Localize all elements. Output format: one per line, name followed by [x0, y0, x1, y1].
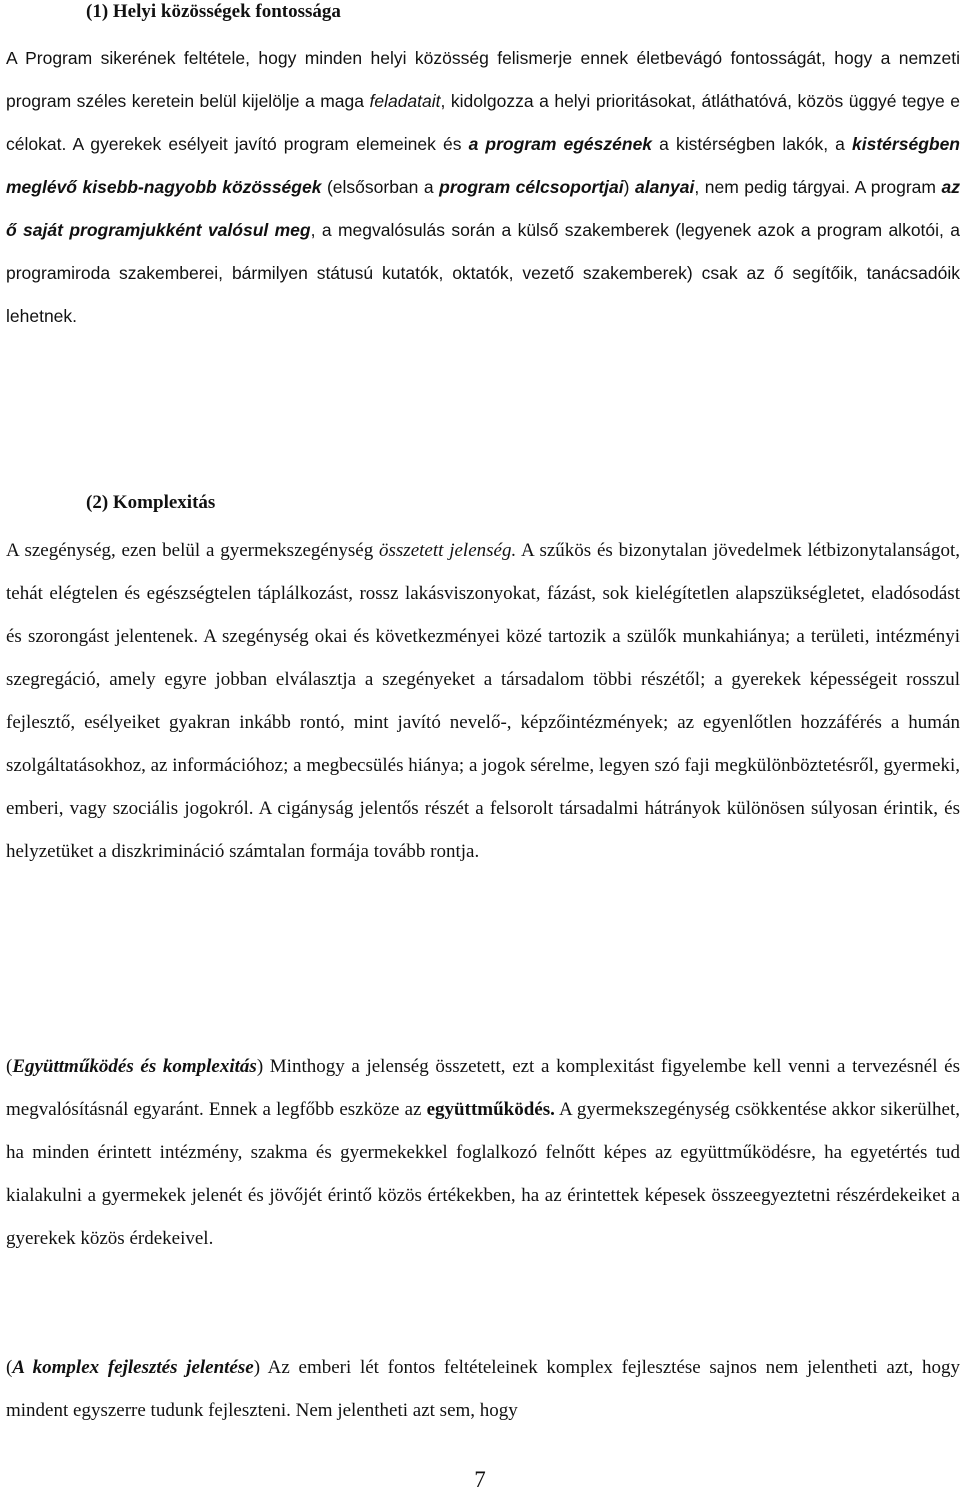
text-run: ): [623, 177, 635, 197]
text-run-italic: feladatait: [369, 91, 441, 111]
text-run-bold-italic: alanyai: [635, 177, 695, 197]
section-heading-complexity: (2) Komplexitás: [86, 492, 216, 513]
paragraph-cooperation: [6, 1045, 960, 1260]
text-run: , nem pedig tárgyai. A program: [694, 177, 942, 197]
text-run: A gyerekek esélyeit javító program elemeinek és: [66, 134, 469, 154]
text-run: (elsősorban a: [321, 177, 440, 197]
paragraph-complex-development: [6, 1346, 960, 1432]
text-run-bold-italic: az ő saját programjukként valósul meg: [6, 177, 960, 240]
text-run: a kistérségben lakók, a: [652, 134, 853, 154]
text-run-bold-italic: a program egészének: [468, 134, 653, 154]
text-run: A gyermekszegénység csökkentése akkor sikerülhet, ha minden érintett intézmény, szakma és gyermekekkel foglalkozó felnőtt képes az együttműködésre, ha egyetértés tud kialakulni a gyermekek jelenét és jövőjét érintő közös értékekben, ha az érintettek képesek összeegyeztetni részérdekeiket a gyerekek közös érdekeivel.: [6, 1099, 960, 1249]
text-run: , kidolgozza a helyi prioritásokat, átláthatóvá, közös üggyé tegye e célokat.: [6, 91, 960, 154]
paragraph-local-communities: [6, 37, 960, 338]
text-run-italic: összetett jelenség.: [379, 540, 517, 561]
paragraph-complexity: [6, 529, 960, 873]
text-run-bold-italic: A komplex fejlesztés jelentése: [12, 1357, 254, 1378]
text-run: (: [6, 1357, 13, 1378]
text-run: ) Minthogy a jelenség összetett, ezt a komplexitást figyelembe kell venni a tervezésnél és megvalósításnál egyaránt. Ennek a legfőbb eszköze az: [6, 1056, 960, 1120]
text-run-bold-italic: program célcsoportjai: [439, 177, 624, 197]
text-run: A szűkös és bizonytalan jövedelmek létbizonytalanságot, tehát elégtelen és egészségtelen táplálkozást, rossz lakásviszonyokat, fázást, sok kielégítetlen alapszükségletet, eladósodást és szorongást jelentenek. A szegénység okai és következményei közé tartozik a szülők munkahiánya; a területi, intézményi szegregáció, amely egyre jobban elválasztja a szegényeket a társadalom többi részétől; a gyerekek képességeit rosszul fejlesztő, esélyeiket gyakran inkább rontó, mint javító nevelő-, képzőintézmények; az egyenlőtlen hozzáférés a humán szolgáltatásokhoz, az információhoz; a megbecsülés hiánya; a jogok sérelme, legyen szó faji megkülönböztetésről, gyermeki, emberi, vagy szociális jogokról. A cigányság jelentős részét a felsorolt társadalmi hátrányok különösen súlyosan érintik, és helyzetüket a diszkrimináció számtalan formája tovább rontja.: [6, 540, 960, 862]
page-number: 7: [474, 1467, 486, 1492]
section-heading-local-communities: (1) Helyi közösségek fontossága: [86, 1, 341, 22]
text-run-bold: együttműködés.: [426, 1099, 555, 1120]
text-run: (: [6, 1056, 13, 1077]
text-run: A Program sikerének feltétele, hogy minden helyi közösség felismerje ennek életbevágó fontosságát, hogy a nemzeti program széles keretein belül kijelölje a maga: [6, 48, 960, 111]
text-run-bold-italic: kistérségben meglévő kisebb-nagyobb közösségek: [6, 134, 960, 197]
text-run-bold-italic: Együttműködés és komplexitás: [12, 1056, 257, 1077]
text-run: ) Az emberi lét fontos feltételeinek komplex fejlesztése sajnos nem jelentheti azt, hogy mindent egyszerre tudunk fejleszteni. Nem jelentheti azt sem, hogy: [6, 1357, 960, 1421]
text-run: A szegénység, ezen belül a gyermekszegénység: [6, 540, 380, 561]
text-run: , a megvalósulás során a külső szakemberek (legyenek azok a program alkotói, a programiroda szakemberei, bármilyen státusú kutatók, oktatók, vezető szakemberek) csak az ő segítőik, tanácsadóik lehetnek.: [6, 220, 960, 326]
